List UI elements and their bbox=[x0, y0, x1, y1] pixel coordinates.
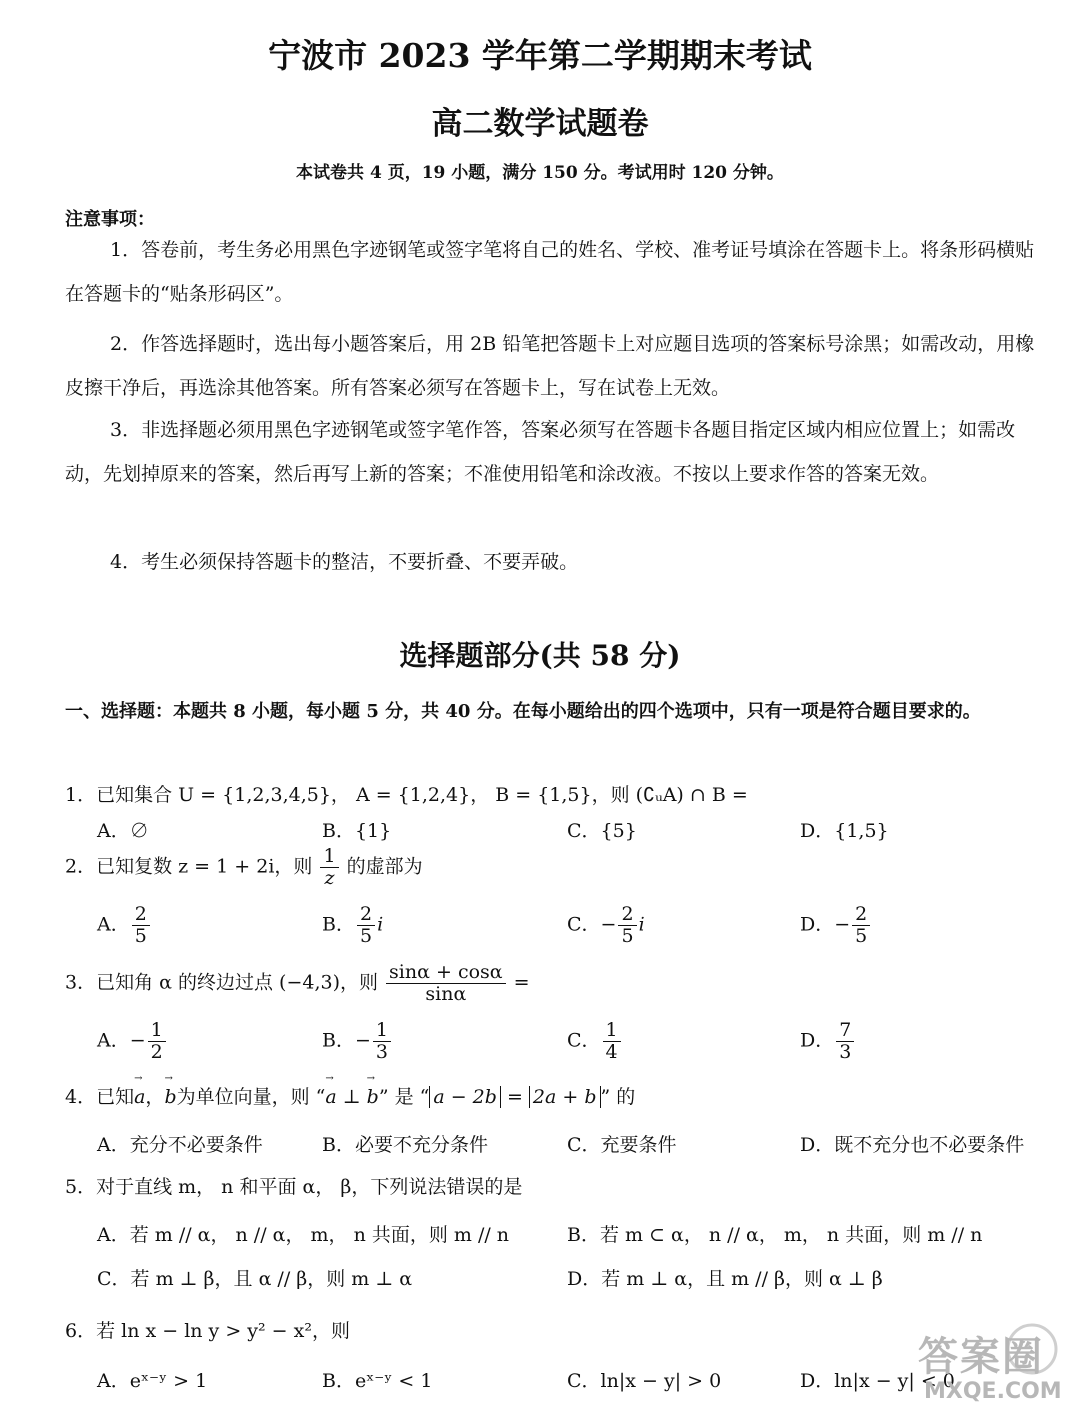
question-5-stem: 5．对于直线 m， n 和平面 α， β，下列说法错误的是 bbox=[65, 1176, 523, 1198]
q4-option-d: D．既不充分也不必要条件 bbox=[800, 1134, 1025, 1156]
q5-option-a: A．若 m // α， n // α， m， n 共面，则 m // n bbox=[97, 1224, 510, 1246]
exam-subtitle: 高二数学试题卷 bbox=[431, 106, 649, 142]
q5-option-b: B．若 m ⊂ α， n // α， m， n 共面，则 m // n bbox=[567, 1224, 983, 1246]
exam-title: 宁波市 2023 学年第二学期期末考试 bbox=[268, 36, 812, 75]
q6-option-b: B．eˣ⁻ʸ < 1 bbox=[322, 1370, 433, 1392]
q3-option-c: C． $\frac{1}{4}$ bbox=[567, 1020, 623, 1063]
watermark-top-text: 答案圈 bbox=[918, 1334, 1044, 1380]
q3-option-a: A．− $\frac{1}{2}$ bbox=[97, 1020, 168, 1063]
question-2-stem: 2．已知复数 z = 1 + 2i，则 $\frac{1}{z}$ 的虚部为 bbox=[65, 845, 423, 889]
q4-option-b: B．必要不充分条件 bbox=[322, 1134, 488, 1156]
q5-option-c: C．若 m ⊥ β，且 α // β，则 m ⊥ α bbox=[97, 1268, 413, 1290]
question-4-stem: 4．已知→ a，→ b为单位向量，则 “→ a ⊥ → b” 是 “ a − 2b = 2a + b ” 的 bbox=[65, 1082, 635, 1109]
question-6-stem: 6．若 ln x − ln y > y² − x²，则 bbox=[65, 1320, 350, 1342]
q6-option-d: D．ln|x − y| < 0 bbox=[800, 1370, 955, 1392]
q2-fraction: $\frac{1}{z}$ bbox=[320, 846, 338, 889]
exam-info: 本试卷共 4 页，19 小题，满分 150 分。考试用时 120 分钟。 bbox=[296, 163, 784, 183]
note-item-4: 4．考生必须保持答题卡的整洁，不要折叠、不要弄破。 bbox=[110, 551, 579, 573]
question-1-stem: 1．已知集合 U = {1,2,3,4,5}， A = {1,2,4}， B = {1,5}，则 (∁ᵤA) ∩ B = bbox=[65, 784, 748, 806]
note-item-2: 2．作答选择题时，选出每小题答案后，用 2B 铅笔把答题卡上对应题目选项的答案标号涂黑；如需改动，用橡皮擦干净后，再选涂其他答案。所有答案必须写在答题卡上，写在试卷上无效。 bbox=[65, 333, 1035, 399]
note-item-3: 3．非选择题必须用黑色字迹钢笔或签字笔作答，答案必须写在答题卡各题目指定区域内相应位置上；如需改动，先划掉原来的答案，然后再写上新的答案；不准使用铅笔和涂改液。不按以上要求作答的答案无效。 bbox=[65, 419, 1016, 485]
q3-fraction: $\frac{\sin\alpha + \cos\alpha}{\sin\alpha}$ bbox=[386, 962, 506, 1005]
notes-heading: 注意事项： bbox=[65, 209, 155, 230]
q3-option-d: D． $\frac{7}{3}$ bbox=[800, 1020, 856, 1063]
question-3-stem: 3．已知角 α 的终边过点 (−4,3)，则 $\frac{\sin\alpha + \cos\alpha}{\sin\alpha}$ = bbox=[65, 961, 530, 1005]
q2-option-b: B． $\frac{2}{5}$ i bbox=[322, 903, 384, 947]
q6-option-c: C．ln|x − y| > 0 bbox=[567, 1370, 722, 1392]
q1-option-a: A．∅ bbox=[97, 820, 149, 842]
q1-option-c: C．{5} bbox=[567, 820, 637, 842]
q3-option-b: B．− $\frac{1}{3}$ bbox=[322, 1020, 393, 1063]
q4-option-a: A．充分不必要条件 bbox=[97, 1134, 263, 1156]
q2-option-c: C．− $\frac{2}{5}$ i bbox=[567, 903, 645, 947]
part-heading: 一、选择题：本题共 8 小题，每小题 5 分，共 40 分。在每小题给出的四个选项中，只有一项是符合题目要求的。 bbox=[65, 701, 981, 722]
note-item-1: 1．答卷前，考生务必用黑色字迹钢笔或签字笔将自己的姓名、学校、准考证号填涂在答题卡上。将条形码横贴在答题卡的“贴条形码区”。 bbox=[65, 239, 1035, 305]
section-title: 选择题部分(共 58 分) bbox=[399, 639, 681, 672]
q5-option-d: D．若 m ⊥ α，且 m // β，则 α ⊥ β bbox=[567, 1268, 883, 1290]
q1-option-b: B．{1} bbox=[322, 820, 392, 842]
q2-option-a: A． $\frac{2}{5}$ bbox=[97, 904, 152, 947]
watermark-logo bbox=[882, 1317, 1072, 1407]
q2-option-d: D．− $\frac{2}{5}$ bbox=[800, 904, 872, 947]
q1-option-d: D．{1,5} bbox=[800, 820, 889, 842]
q6-option-a: A．eˣ⁻ʸ > 1 bbox=[97, 1370, 208, 1392]
watermark-bottom-text: MXQE.COM bbox=[924, 1379, 1062, 1404]
q4-option-c: C．充要条件 bbox=[567, 1134, 677, 1156]
